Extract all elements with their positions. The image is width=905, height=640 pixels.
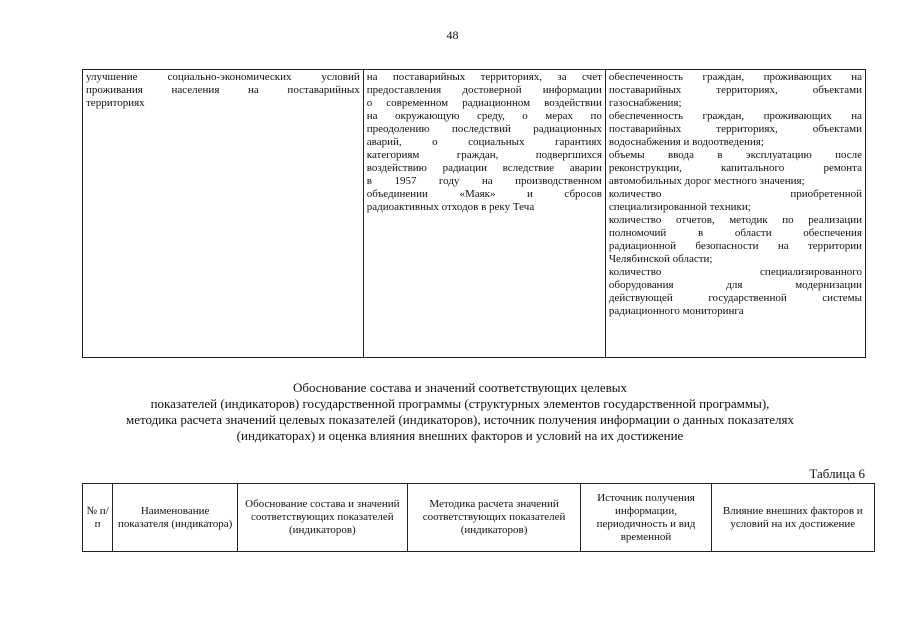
text-line: газоснабжения;	[608, 97, 682, 109]
header-methodology: Методика расчета значений соответствующих показателей (индикаторов)	[407, 484, 581, 552]
task-cell	[83, 70, 364, 358]
text-line: предоставления достоверной информации	[366, 84, 602, 96]
text-line: объемы ввода в эксплуатацию после	[608, 149, 862, 161]
text-line: поставарийных территориях, объектами	[608, 84, 862, 96]
text-line: автомобильных дорог местного значения;	[608, 175, 805, 187]
heading-line: показателей (индикаторов) государственной программы (структурных элементов государственной программы),	[150, 396, 770, 411]
header-justification: Обоснование состава и значений соответствующих показателей (индикаторов)	[238, 484, 408, 552]
text-line: о современном радиационном воздействии	[366, 97, 602, 109]
header-source: Источник получения информации, периодичность и вид временной	[581, 484, 711, 552]
text-line: количество специализированного	[608, 266, 862, 278]
header-number: № п/п	[83, 484, 113, 552]
indicators-text	[609, 71, 862, 318]
text-line: объединении «Маяк» и сбросов	[366, 188, 602, 200]
text-line: улучшение социально-экономических условий	[86, 71, 360, 83]
task-text	[86, 71, 360, 110]
text-line: радиационной безопасности на территории	[608, 240, 862, 252]
text-line: действующей государственной системы	[608, 292, 862, 304]
header-external-factors: Влияние внешних факторов и условий на их достижение	[711, 484, 874, 552]
text-line: оборудования для модернизации	[608, 279, 862, 291]
header-indicator-name: Наименование показателя (индикатора)	[113, 484, 238, 552]
heading-line: Обоснование состава и значений соответствующих целевых	[292, 380, 628, 395]
text-line: категориям граждан, подвергшихся	[366, 149, 602, 161]
text-line: количество отчетов, методик по реализации	[608, 214, 862, 226]
text-line: водоснабжения и водоотведения;	[608, 136, 764, 148]
text-line: радиационного мониторинга	[608, 305, 744, 317]
text-line: обеспеченность граждан, проживающих на	[608, 71, 862, 83]
text-line: поставарийных территориях, объектами	[608, 123, 862, 135]
text-line: Челябинской области;	[608, 253, 713, 265]
text-line: в 1957 году на производственном	[366, 175, 602, 187]
page-number: 48	[446, 28, 459, 42]
text-line: проживания населения на поставарийных	[86, 84, 360, 96]
text-line: специализированной техники;	[608, 201, 751, 213]
indicators-cell	[605, 70, 865, 358]
text-line: аварий, о социальных гарантиях	[366, 136, 602, 148]
table-label: Таблица 6	[809, 466, 865, 481]
description-cell	[363, 70, 605, 358]
continuation-table	[82, 69, 866, 358]
text-line: на окружающую среду, о мерах по	[366, 110, 602, 122]
text-line: на поставарийных территориях, за счет	[366, 71, 602, 83]
header-row	[83, 484, 875, 552]
text-line: полномочий в области обеспечения	[608, 227, 862, 239]
text-line: обеспеченность граждан, проживающих на	[608, 110, 862, 122]
text-line: реконструкции, капитального ремонта	[608, 162, 862, 174]
text-line: радиоактивных отходов в реку Теча	[366, 201, 535, 213]
heading-line: (индикаторах) и оценка влияния внешних факторов и условий на их достижение	[236, 428, 684, 443]
text-line: преодолению последствий радиационных	[366, 123, 602, 135]
table-row	[83, 70, 866, 358]
heading-line: методика расчета значений целевых показателей (индикаторов), источник получения информации о данных показателях	[125, 412, 795, 427]
table-6-header	[82, 483, 875, 552]
text-line: территориях	[86, 97, 145, 109]
text-line: количество приобретенной	[608, 188, 862, 200]
description-text	[367, 71, 602, 214]
text-line: воздействию радиации вследствие аварии	[366, 162, 602, 174]
section-heading	[60, 380, 860, 444]
